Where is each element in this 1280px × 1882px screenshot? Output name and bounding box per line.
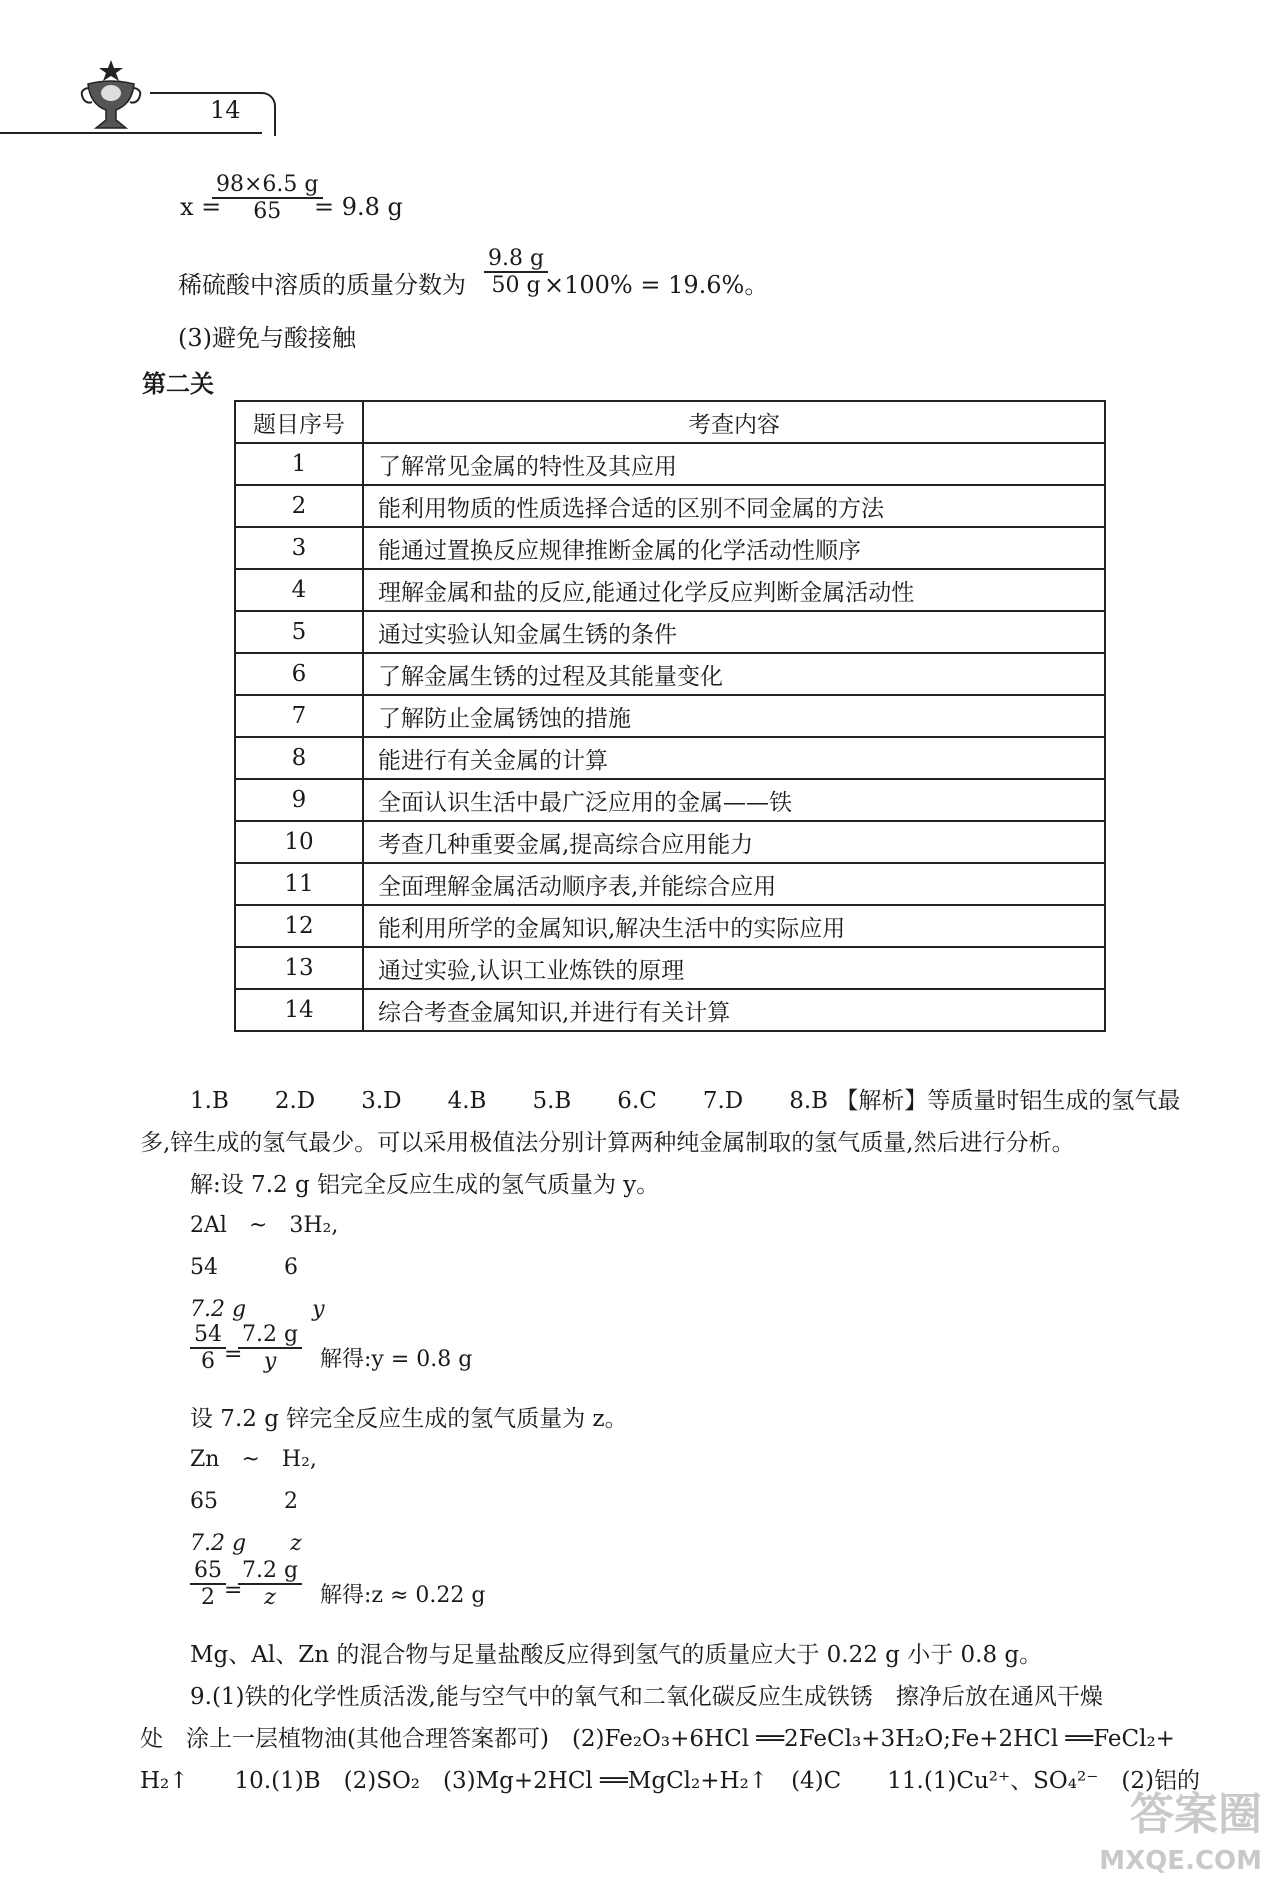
watermark-logo: 答案圈 — [1130, 1789, 1262, 1840]
q9-line-2: 处 涂上一层植物油(其他合理答案都可) (2)Fe₂O₃+6HCl ══2FeCl₃+3H₂O;Fe+2HCl ══FeCl₂+ — [140, 1726, 1175, 1752]
knowledge-table — [234, 400, 1106, 1032]
table-row — [235, 569, 1105, 611]
table-row — [235, 947, 1105, 989]
al-fraction-right — [238, 1322, 302, 1374]
row-content: 综合考查金属知识,并进行有关计算 — [363, 989, 1105, 1031]
answers-line-1: 1.B 2.D 3.D 4.B 5.B 6.C 7.D 8.B 【解析】等质量时铝生成的氢气最 — [190, 1088, 1181, 1114]
row-number: 4 — [235, 569, 363, 611]
part3-answer: (3)避免与酸接触 — [178, 324, 356, 352]
row-content: 通过实验,认识工业炼铁的原理 — [363, 947, 1105, 989]
table-header-row — [235, 401, 1105, 443]
table-row — [235, 863, 1105, 905]
row-number: 12 — [235, 905, 363, 947]
zn-f1-num: 65 — [194, 1558, 222, 1583]
al-f2-den: y — [263, 1349, 277, 1374]
row-number: 10 — [235, 821, 363, 863]
col-header-content: 考查内容 — [363, 401, 1105, 443]
row-content: 了解金属生锈的过程及其能量变化 — [363, 653, 1105, 695]
table-row — [235, 779, 1105, 821]
mass-denominator: 50 g — [491, 273, 541, 298]
page-number: 14 — [210, 96, 241, 124]
row-content: 理解金属和盐的反应,能通过化学反应判断金属活动性 — [363, 569, 1105, 611]
row-number: 11 — [235, 863, 363, 905]
conclusion: Mg、Al、Zn 的混合物与足量盐酸反应得到氢气的质量应大于 0.22 g 小于 0.8 g。 — [190, 1642, 1043, 1668]
row-number: 13 — [235, 947, 363, 989]
x-label: x = — [180, 193, 222, 221]
table-row — [235, 443, 1105, 485]
x-denominator: 65 — [253, 199, 282, 224]
al-result: 解得:y = 0.8 g — [320, 1347, 473, 1372]
row-content: 了解防止金属锈蚀的措施 — [363, 695, 1105, 737]
zn-result: 解得:z ≈ 0.22 g — [320, 1583, 486, 1608]
x-result: = 9.8 g — [314, 193, 403, 221]
al-equation: 2Al ~ 3H₂, — [190, 1213, 339, 1238]
row-number: 7 — [235, 695, 363, 737]
answers-line-2: 多,锌生成的氢气最少。可以采用极值法分别计算两种纯金属制取的氢气质量,然后进行分析。 — [140, 1130, 1075, 1156]
row-content: 考查几种重要金属,提高综合应用能力 — [363, 821, 1105, 863]
al-f1-den: 6 — [201, 1349, 215, 1374]
al-fraction-left — [190, 1322, 226, 1374]
solution-zn-setup: 设 7.2 g 锌完全反应生成的氢气质量为 z。 — [190, 1406, 628, 1432]
row-content: 通过实验认知金属生锈的条件 — [363, 611, 1105, 653]
table-row — [235, 485, 1105, 527]
table-row — [235, 653, 1105, 695]
mass-fraction-result: ×100% = 19.6%。 — [544, 271, 769, 299]
table-row — [235, 821, 1105, 863]
zn-f2-den: z — [264, 1585, 276, 1610]
row-content: 能利用所学的金属知识,解决生活中的实际应用 — [363, 905, 1105, 947]
zn-f2-num: 7.2 g — [242, 1558, 299, 1583]
q9-line-3: H₂↑ 10.(1)B (2)SO₂ (3)Mg+2HCl ══MgCl₂+H₂↑ (4)C 11.(1)Cu²⁺、SO₄²⁻ (2)铝的 — [140, 1768, 1200, 1794]
row-number: 14 — [235, 989, 363, 1031]
x-fraction — [212, 172, 323, 224]
section-title: 第二关 — [142, 370, 214, 398]
equals-sign: = — [224, 1342, 243, 1367]
row-number: 8 — [235, 737, 363, 779]
row-content: 能通过置换反应规律推断金属的化学活动性顺序 — [363, 527, 1105, 569]
solution-al-setup: 解:设 7.2 g 铝完全反应生成的氢气质量为 y。 — [190, 1172, 660, 1198]
row-number: 5 — [235, 611, 363, 653]
row-number: 1 — [235, 443, 363, 485]
al-f1-num: 54 — [194, 1322, 222, 1347]
mass-fraction-label: 稀硫酸中溶质的质量分数为 — [178, 271, 466, 299]
zn-f1-den: 2 — [201, 1585, 215, 1610]
row-content: 了解常见金属的特性及其应用 — [363, 443, 1105, 485]
q9-line-1: 9.(1)铁的化学性质活泼,能与空气中的氧气和二氧化碳反应生成铁锈 擦净后放在通风干燥 — [190, 1684, 1103, 1710]
mass-numerator: 9.8 g — [488, 246, 545, 271]
table-row — [235, 527, 1105, 569]
row-content: 全面理解金属活动顺序表,并能综合应用 — [363, 863, 1105, 905]
row-content: 全面认识生活中最广泛应用的金属——铁 — [363, 779, 1105, 821]
zn-fraction-left — [190, 1558, 226, 1610]
col-header-number: 题目序号 — [235, 401, 363, 443]
zn-given: 7.2 g z — [190, 1531, 302, 1556]
table-row — [235, 695, 1105, 737]
table-row — [235, 989, 1105, 1031]
row-content: 能利用物质的性质选择合适的区别不同金属的方法 — [363, 485, 1105, 527]
row-number: 9 — [235, 779, 363, 821]
table-row — [235, 611, 1105, 653]
trophy-icon — [76, 58, 146, 142]
zn-fraction-right — [238, 1558, 302, 1610]
row-number: 2 — [235, 485, 363, 527]
zn-equation: Zn ~ H₂, — [190, 1447, 317, 1472]
mass-fraction — [484, 246, 548, 298]
row-number: 3 — [235, 527, 363, 569]
row-content: 能进行有关金属的计算 — [363, 737, 1105, 779]
al-f2-num: 7.2 g — [242, 1322, 299, 1347]
al-given: 7.2 g y — [190, 1297, 325, 1322]
zn-mass-ratio: 65 2 — [190, 1489, 298, 1514]
watermark-url: MXQE.COM — [1099, 1846, 1262, 1876]
x-numerator: 98×6.5 g — [216, 172, 319, 197]
table-row — [235, 737, 1105, 779]
al-mass-ratio: 54 6 — [190, 1255, 298, 1280]
equals-sign: = — [224, 1578, 243, 1603]
row-number: 6 — [235, 653, 363, 695]
table-row — [235, 905, 1105, 947]
